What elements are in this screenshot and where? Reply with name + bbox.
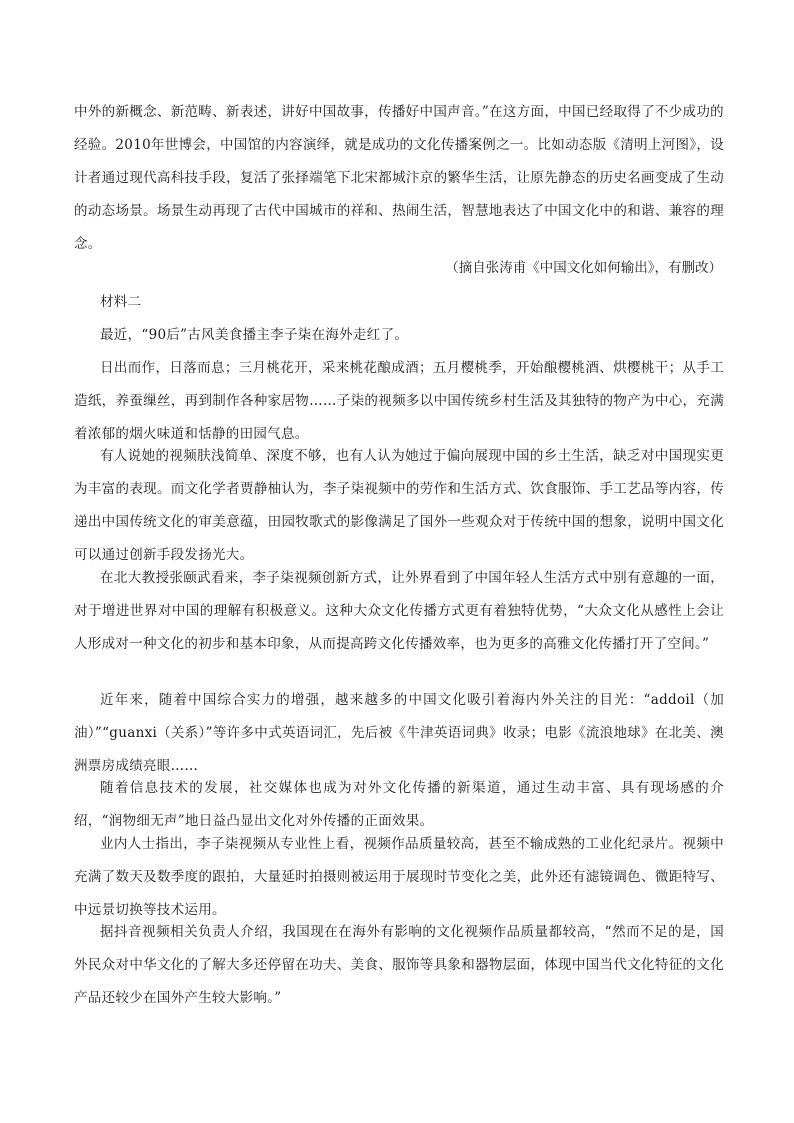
paragraph: 近年来，随着中国综合实力的增强，越来越多的中国文化吸引着海内外关注的目光：“addoil（加油）”“guanxi（关系）”等许多中式英语词汇，先后被《牛津英语词典》收录；电影《流浪地球》在北美、澳洲票房成绩亮眼…… — [74, 692, 724, 774]
paragraph: 最近，“90后”古风美食播主李子柒在海外走红了。 — [100, 327, 409, 343]
paragraph: 随着信息技术的发展，社交媒体也成为对外文化传播的新渠道，通过生动丰富、具有现场感的介绍，“润物细无声”地日益凸显出文化对外传播的正面效果。 — [74, 780, 724, 829]
material2-heading: 材料二 — [100, 294, 142, 310]
material1-source: （摘自张涛甫《中国文化如何输出》，有删改） — [445, 260, 722, 276]
material1-body: 中外的新概念、新范畴、新表述，讲好中国故事，传播好中国声音。”在这方面，中国已经取得了不少成功的经验。2010年世博会，中国馆的内容演绎，就是成功的文化传播案例之一。比如动态版《清明上河图》，设计者通过现代高科技手段，复活了张择端笔下北宋都城汴京的繁华生活，让原先静态的历史名画变成了生动的动态场景。场景生动再现了古代中国城市的祥和、热闹生活，智慧地表达了中国文化中的和谐、兼容的理念。 — [74, 104, 724, 252]
paragraph: 业内人士指出，李子柒视频从专业性上看，视频作品质量较高，甚至不输成熟的工业化纪录片。视频中充满了数天及数季度的跟拍，大量延时拍摄则被运用于展现时节变化之美，此外还有滤镜调色、微距特写、中远景切换等技术运用。 — [74, 836, 724, 918]
paragraph: 在北大教授张颐武看来，李子柒视频创新方式，让外界看到了中国年轻人生活方式中别有意趣的一面，对于增进世界对中国的理解有积极意义。这种大众文化传播方式更有着独特优势，“大众文化从感性上会让人形成对一种文化的初步和基本印象，从而提高跨文化传播效率，也为更多的高雅文化传播打开了空间。” — [74, 570, 724, 652]
paragraph: 日出而作，日落而息；三月桃花开，采来桃花酿成酒；五月樱桃季，开始酿樱桃酒、烘樱桃干；从手工造纸，养蚕缫丝，再到制作各种家居物……子柒的视频多以中国传统乡村生活及其独特的物产为中心，充满着浓郁的烟火味道和恬静的田园气息。 — [74, 360, 724, 442]
paragraph: 据抖音视频相关负责人介绍，我国现在在海外有影响的文化视频作品质量都较高，“然而不足的是，国外民众对中华文化的了解大多还停留在功夫、美食、服饰等具象和器物层面，体现中国当代文化特征的文化产品还较少在国外产生较大影响。” — [74, 924, 724, 1006]
paragraph: 有人说她的视频肤浅简单、深度不够，也有人认为她过于偏向展现中国的乡土生活，缺乏对中国现实更为丰富的表现。而文化学者贾静柚认为，李子柒视频中的劳作和生活方式、饮食服饰、手工艺品等内容，传递出中国传统文化的审美意蕴，田园牧歌式的影像满足了国外一些观众对于传统中国的想象，说明中国文化可以通过创新手段发扬光大。 — [74, 448, 724, 563]
